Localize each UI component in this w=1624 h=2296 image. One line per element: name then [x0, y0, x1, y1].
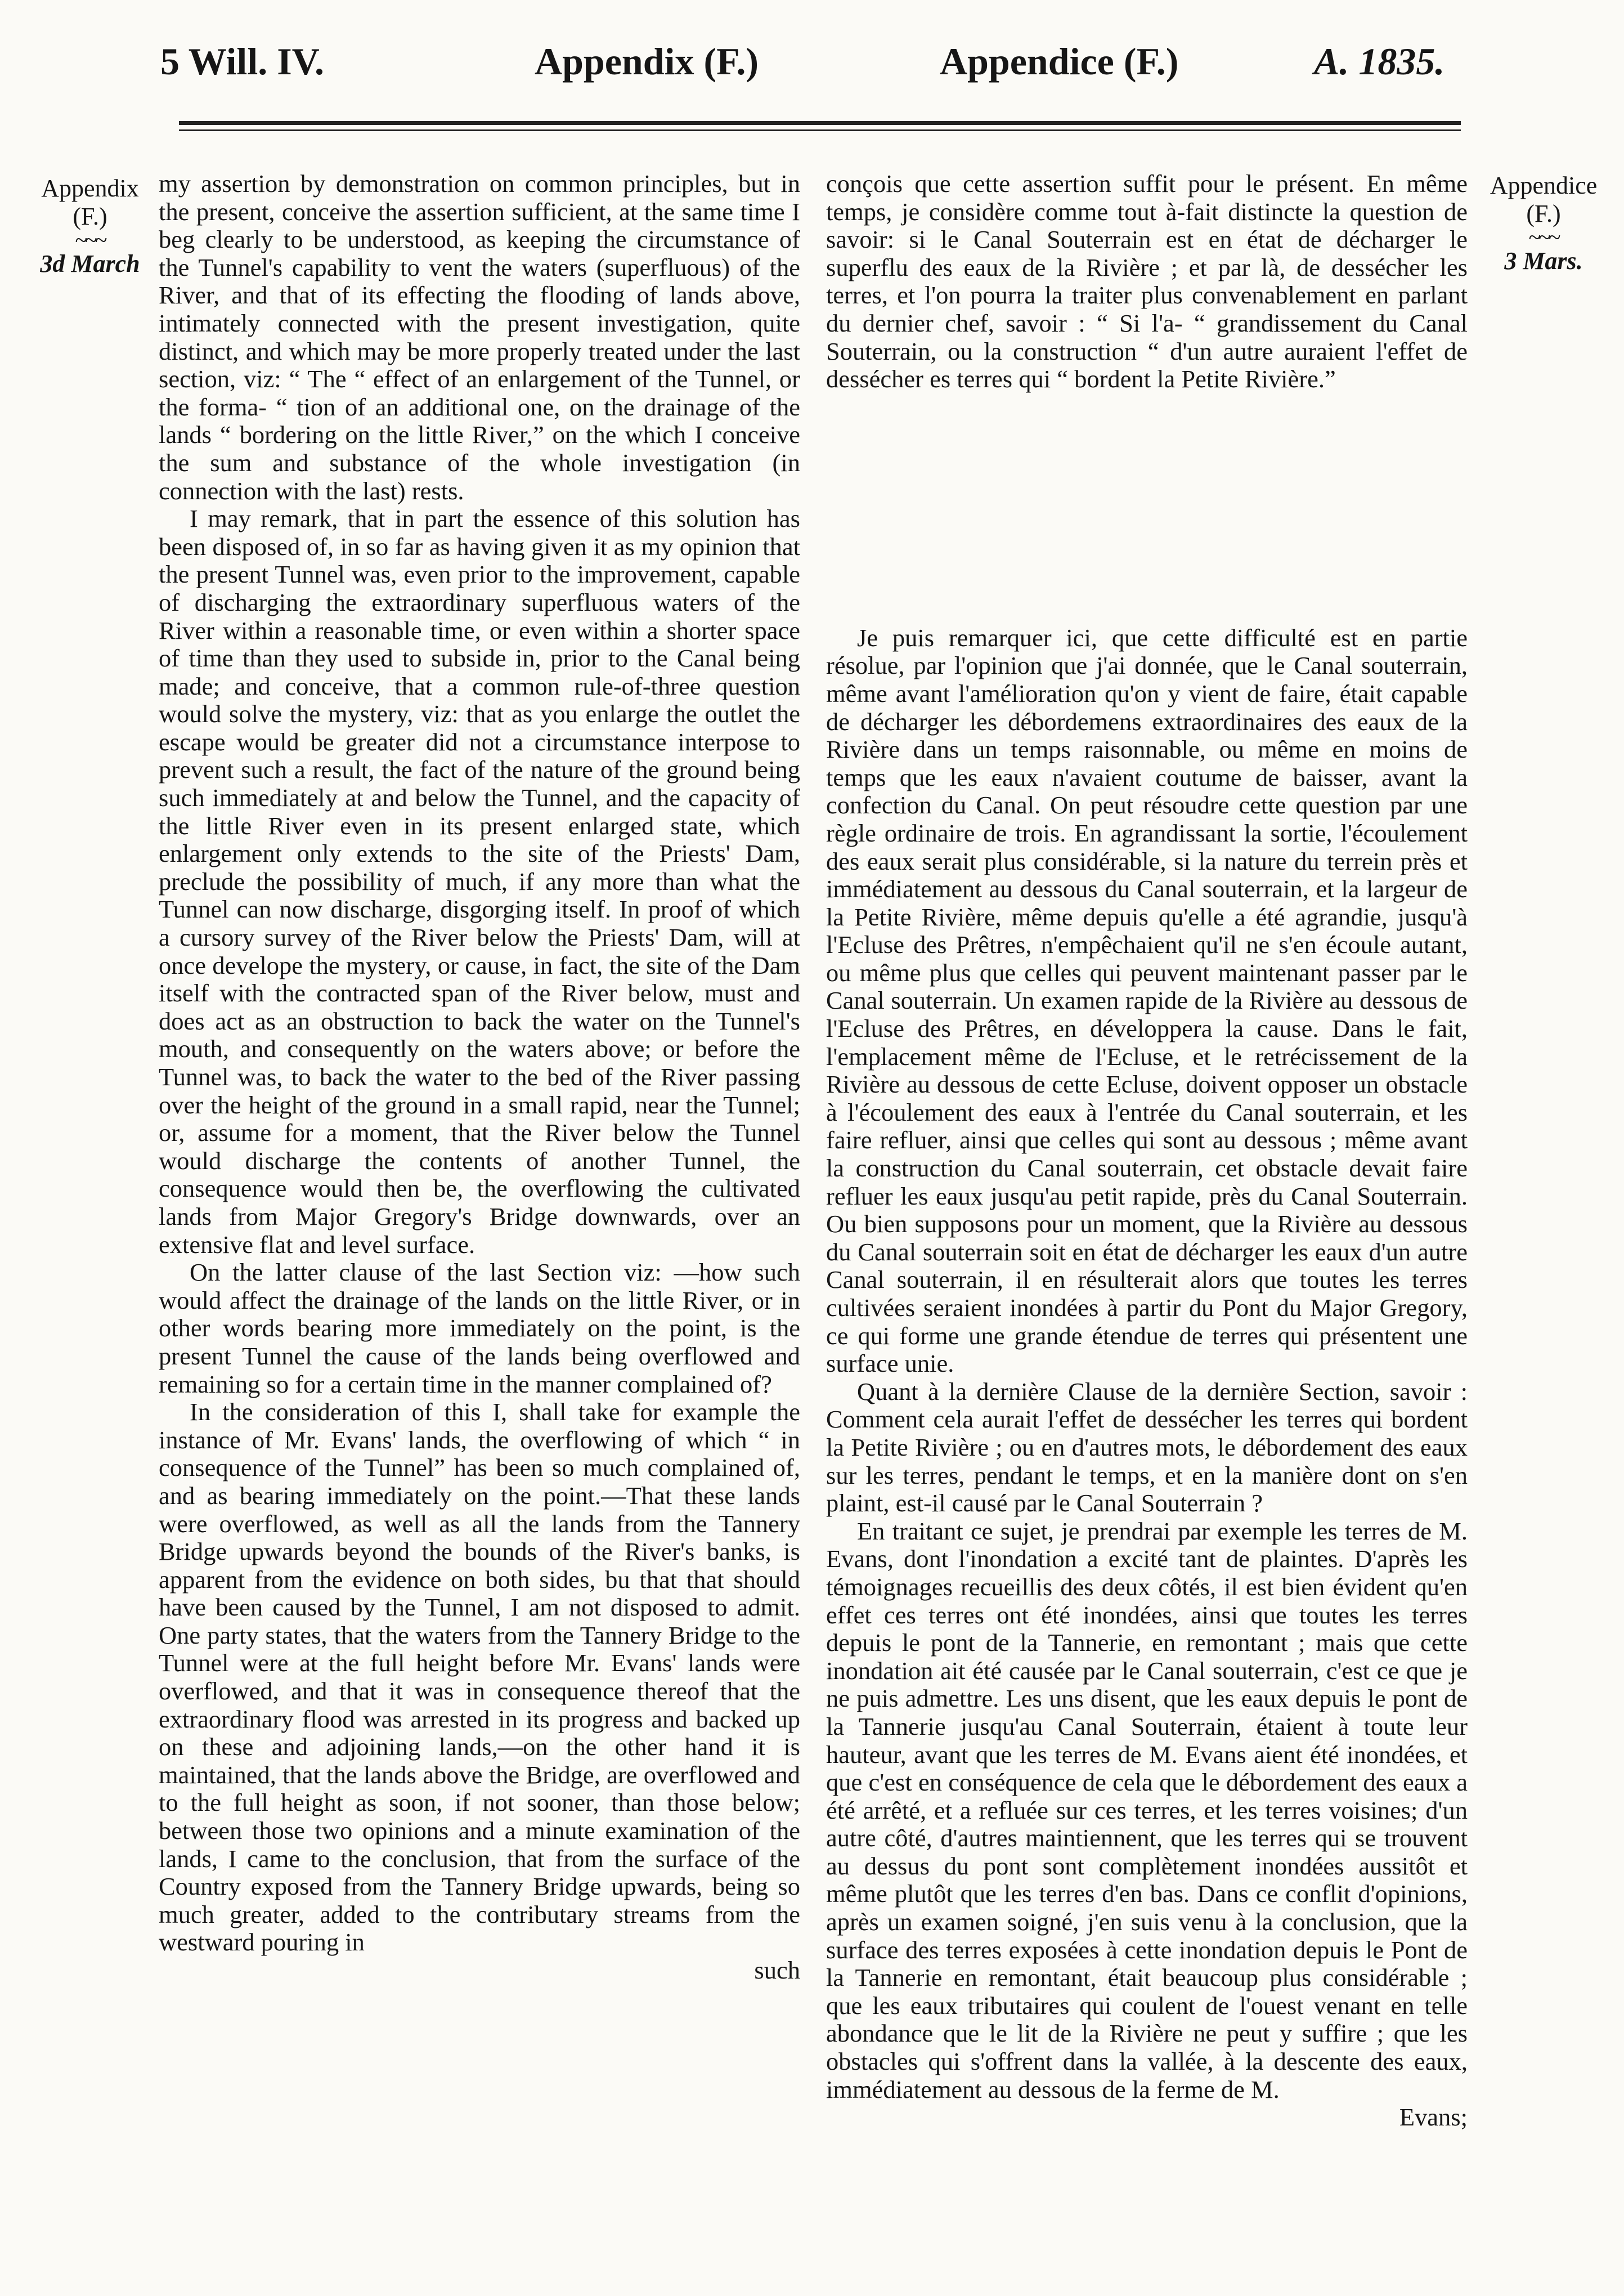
margin-date: 3 Mars.	[1504, 247, 1583, 275]
english-paragraph-2: I may remark, that in part the essence of this solution has been disposed of, in so far as having given it as my opinion that the present Tunnel was, even prior to the improvement, capable of discharging the extraordinary superfluous waters of the River within a reasonable time, or even within a shorter space of time than they used to subside in, prior to the Canal being made; and conceive, that a common rule-of-three question would solve the mystery, viz: that as you enlarge the outlet the escape would be greater did not a circumstance interpose to prevent such a result, the fact of the nature of the ground being such immediately at and below the Tunnel, and the capacity of the little River even in its present enlarged state, which enlargement only extends to the site of the Priests' Dam, preclude the possibility of much, if any more than what the Tunnel can now discharge, disgorging itself. In proof of which a cursory survey of the River below the Priests' Dam, will at once develope the mystery, or cause, in fact, the site of the Dam itself with the contracted span of the River below, must and does act as an obstruction to back the water on the Tunnel's mouth, and consequently on the waters above; or before the Tunnel was, to back the water to the bed of the River passing over the height of the ground in a small rapid, near the Tunnel; or, assume for a moment, that the River below the Tunnel would discharge the contents of another Tunnel, the consequence would then be, the overflowing the cultivated lands from Major Gregory's Bridge downwards, over an extensive flat and level surface.	[159, 504, 800, 1259]
english-column	[159, 170, 800, 1985]
french-paragraph-2: Je puis remarquer ici, que cette difficulté est en partie résolue, par l'opinion que j'ai donnée, que le Canal souterrain, même avant l'amélioration qu'on y vient de faire, était capable de décharger les débordemens extraordinaires des eaux de la Rivière dans un temps raisonnable, ou même en moins de temps que les eaux n'avaient coutume de baisser, avant la confection du Canal. On peut résoudre cette question par une règle ordinaire de trois. En agrandissant la sortie, l'écoulement des eaux serait plus considérable, si la nature du terrein près et immédiatement au dessous du Canal souterrain, et la largeur de la Petite Rivière, même depuis qu'elle a été agrandie, jusqu'à l'Ecluse des Prêtres, n'empêchaient qu'il ne s'en écoule autant, ou même plus que celles qui peuvent maintenant passer par le Canal souterrain. Un examen rapide de la Rivière au dessous de l'Ecluse des Prêtres, en développera la cause. Dans le fait, l'emplacement même de l'Ecluse, et le retrécissement de la Rivière au dessous de cette Ecluse, doivent opposer un obstacle à l'écoulement des eaux à l'entrée du Canal souterrain, et les faire refluer, ainsi que celles qui sont au dessous ; même avant la construction du Canal souterrain, cet obstacle devait faire refluer les eaux jusqu'au petit rapide, près du Canal Souterrain. Ou bien supposons pour un moment, que la Rivière au dessous du Canal souterrain soit en état de décharger les eaux d'un autre Canal souterrain, il en résulterait alors que toutes les terres cultivées seraient inondées à partir du Pont du Major Gregory, ce qui forme une grande étendue de terres qui présentent une surface unie.	[826, 623, 1468, 1378]
english-paragraph-4: In the consideration of this I, shall take for example the instance of Mr. Evans' lands, the overflowing of which “ in consequence of the Tunnel” has been so much complained of, and as bearing immediately on the point.—That these lands were overflowed, as well as all the lands from the Tannery Bridge upwards beyond the bounds of the River's banks, is apparent from the evidence on both sides, bu that that should have been caused by the Tunnel, I am not disposed to admit. One party states, that the waters from the Tannery Bridge to the Tunnel were at the full height before Mr. Evans' lands were overflowed, and that it was in consequence thereof that the extraordinary flood was arrested in its progress and backed up on these and adjoining lands,—on the other hand it is maintained, that the lands above the Bridge, are overflowed and to the full height as soon, if not sooner, than those below; between those two opinions and a minute examination of the lands, I came to the conclusion, that from the surface of the Country exposed from the Tannery Bridge upwards, being so much greater, added to the contributary streams from the westward pouring in	[159, 1398, 800, 1957]
margin-date: 3d March	[40, 250, 140, 278]
margin-code: (F.)	[1526, 200, 1561, 227]
header-year: A. 1835.	[1314, 40, 1445, 83]
margin-label: Appendix	[41, 174, 139, 202]
header-session: 5 Will. IV.	[160, 40, 325, 83]
french-paragraph-3: Quant à la dernière Clause de la dernière Section, savoir : Comment cela aurait l'effet de dessécher les terres qui bordent la Petite Rivière ; ou en d'autres mots, le débordement des eaux sur les terres, pendant le temps, et en la manière dont on s'en plaint, est-il causé par le Canal Souterrain ?	[826, 1377, 1468, 1518]
english-paragraph-1: my assertion by demonstration on common principles, but in the present, conceive the assertion sufficient, at the same time I beg clearly to be understood, as keeping the circumstance of the Tunnel's capability to vent the waters (superfluous) of the River, and that of its effecting the flooding of lands above, intimately connected with the present investigation, quite distinct, and which may be more properly treated under the last section, viz: “ The “ effect of an enlargement of the Tunnel, or the forma- “ tion of an additional one, on the drainage of the lands “ bordering on the little River,” on the which I conceive the sum and substance of the whole investigation (in connection with the last) rests.	[159, 169, 800, 505]
margin-label: Appendice	[1490, 172, 1598, 199]
margin-swash-ornament: ~~~	[1528, 225, 1559, 250]
margin-note-left	[23, 174, 158, 278]
english-catchword: such	[754, 1956, 800, 1984]
margin-code: (F.)	[73, 203, 107, 230]
header-rule-thin	[179, 129, 1461, 131]
french-column-gap	[826, 393, 1468, 624]
header-appendix-en: Appendix (F.)	[535, 40, 759, 83]
french-paragraph-4: En traitant ce sujet, je prendrai par exemple les terres de M. Evans, dont l'inondation a excité tant de plaintes. D'après les témoignages recueillis des deux côtés, il est bien évident qu'en effet ces terres ont été inondées, ainsi que toutes les terres depuis le pont de la Tannerie, en remontant ; mais que cette inondation ait été causée par le Canal souterrain, c'est ce que je ne puis admettre. Les uns disent, que les eaux depuis le pont de la Tannerie jusqu'au Canal Souterrain, étaient à toute leur hauteur, avant que les terres de M. Evans aient été inondées, et que c'est en conséquence de cela que le débordement des eaux a été arrêté, et a refluée sur ces terres, et les terres voisines; d'un autre côté, d'autres maintiennent, que les terres qui se trouvent au dessus du pont sont complètement inondées aussitôt et même plutôt que les terres d'en bas. Dans ce conflit d'opinions, après un examen soigné, j'en suis venu à la conclusion, que la surface des terres exposées à cette inondation depuis le Pont de la Tannerie en remontant, était beaucoup plus considérable ; que les eaux tributaires qui coulent de l'ouest venant en telle abondance que le lit de la Rivière ne peut y suffire ; que les obstacles qui s'offrent dans la vallée, à la descente des eaux, immédiatement au dessous de la ferme de M.	[826, 1516, 1468, 2103]
english-paragraph-3: On the latter clause of the last Section viz: —how such would affect the drainage of the lands on the little River, or in other words bearing more immediately on the point, is the present Tunnel the cause of the lands being overflowed and remaining so for a certain time in the manner complained of?	[159, 1258, 800, 1398]
margin-swash-ornament: ~~~	[75, 227, 105, 253]
french-column	[826, 170, 1468, 2132]
header-appendix-fr: Appendice (F.)	[940, 40, 1179, 83]
french-catchword: Evans;	[1399, 2103, 1468, 2132]
header-rule-thick	[179, 121, 1461, 125]
margin-note-right	[1479, 172, 1608, 275]
french-paragraph-1: conçois que cette assertion suffit pour le présent. En même temps, je considère comme tout à-fait distincte la question de savoir: si le Canal Souterrain est en état de décharger le superflu des eaux de la Rivière ; et par là, de dessécher les terres, et l'on pourra la traiter plus convenablement en parlant du dernier chef, savoir : “ Si l'a- “ grandissement du Canal Souterrain, ou la construction “ d'un autre auraient l'effet de dessécher es terres qui “ bordent la Petite Rivière.”	[826, 169, 1468, 393]
